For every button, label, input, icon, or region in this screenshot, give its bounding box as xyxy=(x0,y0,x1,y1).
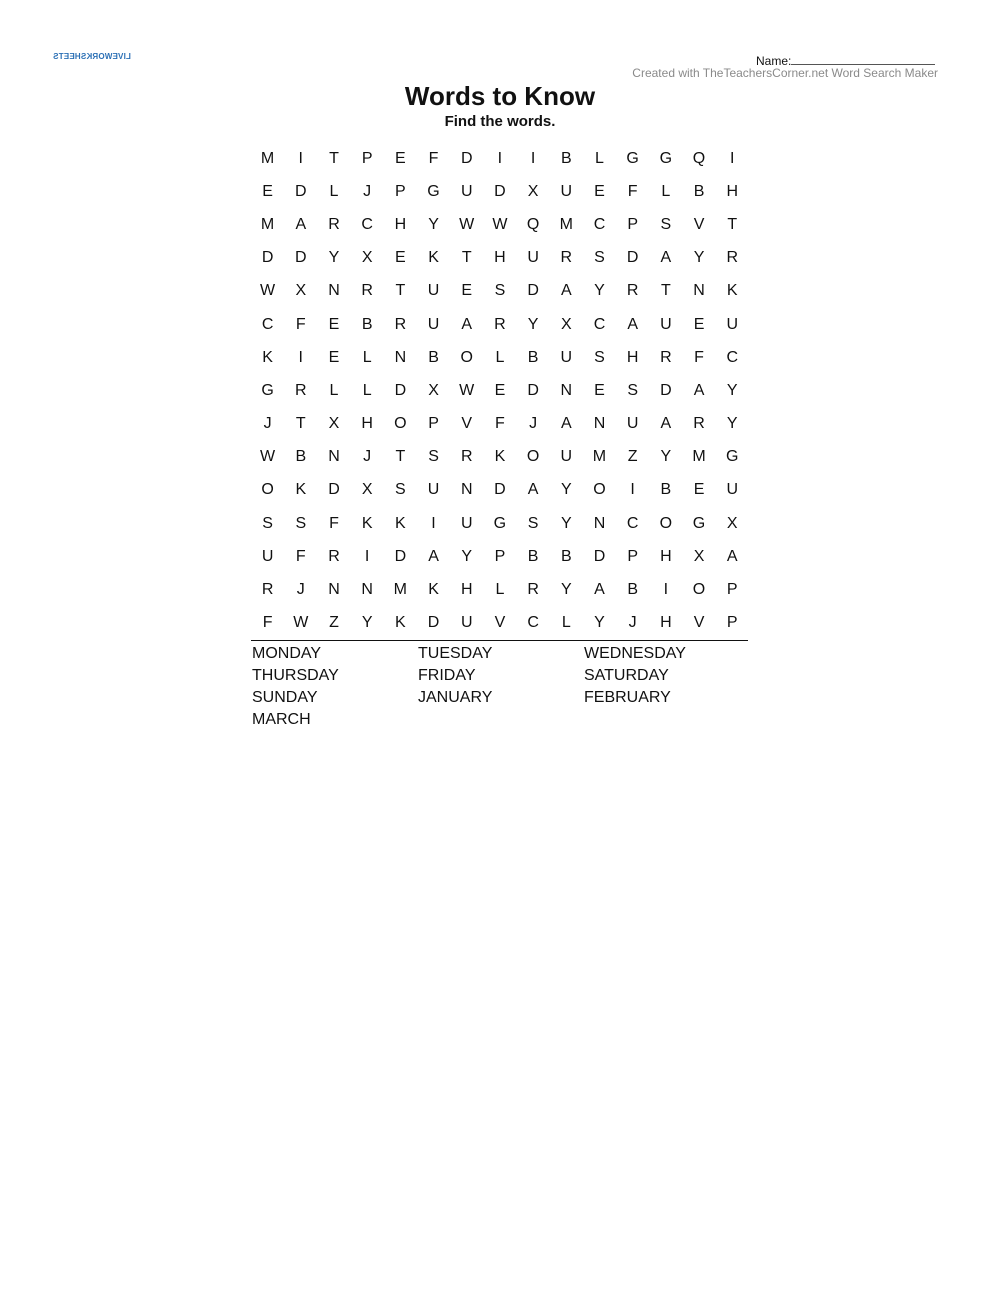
grid-cell[interactable]: D xyxy=(527,282,539,300)
grid-cell[interactable]: P xyxy=(395,182,406,200)
grid-cell[interactable]: D xyxy=(660,381,672,399)
grid-cell[interactable]: R xyxy=(693,415,705,433)
grid-cell[interactable]: N xyxy=(328,282,340,300)
grid-cell[interactable]: G xyxy=(493,514,507,532)
grid-cell[interactable]: T xyxy=(660,282,671,300)
grid-cell[interactable]: W xyxy=(459,381,475,399)
grid-cell[interactable]: A xyxy=(461,315,473,333)
grid-cell[interactable]: X xyxy=(361,249,373,267)
grid-cell[interactable]: A xyxy=(693,381,705,399)
grid-cell[interactable]: E xyxy=(494,381,506,399)
grid-cell[interactable]: Y xyxy=(726,415,738,433)
grid-cell[interactable]: H xyxy=(726,182,738,200)
grid-cell[interactable]: U xyxy=(261,547,274,565)
grid-cell[interactable]: R xyxy=(494,315,506,333)
grid-cell[interactable]: U xyxy=(626,415,639,433)
grid-cell[interactable]: D xyxy=(295,249,307,267)
grid-cell[interactable]: W xyxy=(459,215,475,233)
word-list-item: MONDAY xyxy=(252,645,322,662)
grid-cell[interactable]: R xyxy=(560,249,573,267)
grid-cell[interactable]: J xyxy=(363,182,372,200)
grid-cell[interactable]: C xyxy=(527,614,539,632)
word-list-item: WEDNESDAY xyxy=(584,645,686,662)
grid-cell[interactable]: P xyxy=(627,215,638,233)
name-blank-line[interactable] xyxy=(791,52,935,65)
grid-cell[interactable]: L xyxy=(561,614,571,632)
grid-cell[interactable]: H xyxy=(626,348,639,366)
word-list-item: JANUARY xyxy=(418,689,493,706)
grid-cell[interactable]: C xyxy=(726,348,738,366)
grid-cell[interactable]: P xyxy=(361,149,373,167)
grid-cell[interactable]: C xyxy=(261,315,274,333)
grid-cell[interactable]: E xyxy=(693,481,705,499)
grid-cell[interactable]: M xyxy=(393,581,407,599)
grid-cell[interactable]: M xyxy=(559,215,573,233)
grid-cell[interactable]: R xyxy=(361,282,373,300)
grid-cell[interactable]: B xyxy=(560,547,572,565)
grid-cell[interactable]: S xyxy=(594,249,605,267)
grid-cell[interactable]: T xyxy=(295,415,306,433)
grid-cell[interactable]: E xyxy=(594,381,605,399)
grid-cell[interactable]: Q xyxy=(526,215,540,233)
grid-cell[interactable]: C xyxy=(361,215,373,233)
grid-cell[interactable]: E xyxy=(328,348,340,366)
grid-cell[interactable]: Y xyxy=(527,315,539,333)
grid-cell[interactable]: S xyxy=(262,514,273,532)
grid-cell[interactable]: H xyxy=(361,415,373,433)
grid-cell[interactable]: F xyxy=(495,415,505,433)
grid-cell[interactable]: U xyxy=(460,614,473,632)
grid-cell[interactable]: U xyxy=(460,514,473,532)
grid-cell[interactable]: A xyxy=(428,547,439,565)
grid-cell[interactable]: Z xyxy=(627,448,638,466)
grid-cell[interactable]: D xyxy=(427,614,440,632)
grid-cell[interactable]: P xyxy=(428,415,439,433)
grid-cell[interactable]: X xyxy=(726,514,738,532)
grid-cell[interactable]: I xyxy=(630,481,635,499)
grid-cell[interactable]: L xyxy=(329,381,339,399)
grid-cell[interactable]: R xyxy=(328,215,340,233)
grid-cell[interactable]: D xyxy=(261,249,274,267)
grid-cell[interactable]: G xyxy=(261,381,274,399)
grid-cell[interactable]: U xyxy=(560,348,573,366)
grid-cell[interactable]: J xyxy=(628,614,637,632)
grid-cell[interactable]: N xyxy=(328,581,340,599)
grid-cell[interactable]: Y xyxy=(328,249,340,267)
grid-cell[interactable]: S xyxy=(627,381,638,399)
grid-cell[interactable]: N xyxy=(593,415,606,433)
grid-cell[interactable]: Y xyxy=(461,547,473,565)
grid-cell[interactable]: D xyxy=(394,381,407,399)
liveworksheets-logo: LIVEWORKSHEETS xyxy=(53,52,131,61)
grid-cell[interactable]: A xyxy=(660,415,672,433)
grid-cell[interactable]: J xyxy=(529,415,538,433)
grid-cell[interactable]: A xyxy=(560,415,572,433)
grid-cell[interactable]: L xyxy=(495,348,505,366)
grid-cell[interactable]: E xyxy=(262,182,273,200)
grid-cell[interactable]: E xyxy=(594,182,605,200)
grid-cell[interactable]: O xyxy=(692,581,706,599)
grid-cell[interactable]: F xyxy=(295,315,306,333)
grid-cell[interactable]: O xyxy=(593,481,606,499)
grid-cell[interactable]: P xyxy=(494,547,506,565)
grid-cell[interactable]: S xyxy=(594,348,605,366)
grid-cell[interactable]: S xyxy=(527,514,539,532)
grid-cell[interactable]: U xyxy=(427,315,440,333)
grid-cell[interactable]: Y xyxy=(660,448,672,466)
word-list-item: SATURDAY xyxy=(584,667,669,684)
grid-cell[interactable]: R xyxy=(527,581,539,599)
grid-cell[interactable]: D xyxy=(593,547,606,565)
grid-cell[interactable]: A xyxy=(295,215,307,233)
grid-cell[interactable]: J xyxy=(296,581,305,599)
word-list-item: TUESDAY xyxy=(418,645,493,662)
grid-cell[interactable]: R xyxy=(460,448,473,466)
grid-cell[interactable]: B xyxy=(527,547,539,565)
grid-cell[interactable]: L xyxy=(595,149,604,167)
grid-cell[interactable]: S xyxy=(428,448,439,466)
word-search-grid xyxy=(251,142,748,641)
grid-cell[interactable]: U xyxy=(726,481,738,499)
grid-cell[interactable]: N xyxy=(460,481,473,499)
grid-cell[interactable]: M xyxy=(260,149,275,167)
grid-cell[interactable]: K xyxy=(295,481,307,499)
grid-cell[interactable]: Y xyxy=(560,581,572,599)
grid-cell[interactable]: S xyxy=(660,215,672,233)
grid-cell[interactable]: T xyxy=(461,249,472,267)
grid-cell[interactable]: U xyxy=(460,182,473,200)
grid-cell[interactable]: P xyxy=(726,581,738,599)
grid-cell[interactable]: Y xyxy=(560,481,572,499)
grid-cell[interactable]: B xyxy=(560,149,572,167)
grid-cell[interactable]: A xyxy=(527,481,539,499)
grid-cell[interactable]: P xyxy=(627,547,638,565)
grid-cell[interactable]: X xyxy=(527,182,539,200)
grid-cell[interactable]: V xyxy=(693,614,705,632)
grid-cell[interactable]: E xyxy=(461,282,473,300)
grid-cell[interactable]: Y xyxy=(428,215,439,233)
grid-cell[interactable]: N xyxy=(394,348,407,366)
grid-cell[interactable]: A xyxy=(594,581,605,599)
grid-cell[interactable]: K xyxy=(395,614,406,632)
grid-cell[interactable]: F xyxy=(428,149,439,167)
grid-cell[interactable]: B xyxy=(295,448,307,466)
grid-cell[interactable]: W xyxy=(260,448,276,466)
grid-cell[interactable]: E xyxy=(395,149,406,167)
grid-cell[interactable]: L xyxy=(362,381,372,399)
grid-cell[interactable]: V xyxy=(693,215,705,233)
grid-cell[interactable]: U xyxy=(427,282,440,300)
grid-cell[interactable]: N xyxy=(693,282,705,300)
grid-cell[interactable]: A xyxy=(726,547,738,565)
grid-cell[interactable]: D xyxy=(626,249,639,267)
grid-cell[interactable]: R xyxy=(660,348,672,366)
grid-cell[interactable]: J xyxy=(363,448,372,466)
grid-cell[interactable]: U xyxy=(726,315,738,333)
grid-cell[interactable]: D xyxy=(494,182,506,200)
grid-cell[interactable]: Y xyxy=(594,614,605,632)
grid-cell[interactable]: V xyxy=(461,415,473,433)
grid-cell[interactable]: K xyxy=(262,348,273,366)
grid-cell[interactable]: X xyxy=(328,415,340,433)
grid-cell[interactable]: O xyxy=(526,448,540,466)
grid-cell[interactable]: J xyxy=(263,415,272,433)
grid-cell[interactable]: F xyxy=(295,547,306,565)
grid-cell[interactable]: S xyxy=(395,481,406,499)
grid-cell[interactable]: E xyxy=(395,249,406,267)
grid-cell[interactable]: I xyxy=(364,547,370,565)
grid-cell[interactable]: U xyxy=(560,182,573,200)
grid-cell[interactable]: F xyxy=(262,614,273,632)
grid-cell[interactable]: R xyxy=(261,581,274,599)
grid-cell[interactable]: H xyxy=(460,581,473,599)
grid-cell[interactable]: U xyxy=(427,481,440,499)
grid-cell[interactable]: R xyxy=(328,547,340,565)
grid-cell[interactable]: H xyxy=(394,215,407,233)
word-list-item: FRIDAY xyxy=(418,667,476,684)
grid-cell[interactable]: K xyxy=(361,514,373,532)
grid-cell[interactable]: M xyxy=(592,448,607,466)
grid-cell[interactable]: B xyxy=(627,581,638,599)
grid-cell[interactable]: N xyxy=(560,381,573,399)
word-list-item: THURSDAY xyxy=(252,667,339,684)
grid-cell[interactable]: H xyxy=(494,249,506,267)
grid-cell[interactable]: I xyxy=(497,149,503,167)
grid-cell[interactable]: X xyxy=(361,481,373,499)
grid-cell[interactable]: W xyxy=(492,215,508,233)
grid-cell[interactable]: L xyxy=(362,348,372,366)
grid-cell[interactable]: N xyxy=(328,448,340,466)
grid-cell[interactable]: T xyxy=(395,448,406,466)
grid-cell[interactable]: N xyxy=(593,514,606,532)
grid-cell[interactable]: V xyxy=(494,614,506,632)
grid-cell[interactable]: G xyxy=(427,182,440,200)
grid-cell[interactable]: O xyxy=(394,415,407,433)
grid-cell[interactable]: D xyxy=(527,381,539,399)
word-list-item: MARCH xyxy=(252,711,311,728)
grid-cell[interactable]: R xyxy=(295,381,307,399)
grid-cell[interactable]: E xyxy=(693,315,705,333)
grid-cell[interactable]: X xyxy=(428,381,439,399)
grid-cell[interactable]: R xyxy=(726,249,738,267)
grid-cell[interactable]: C xyxy=(593,215,606,233)
grid-cell[interactable]: O xyxy=(460,348,473,366)
grid-cell[interactable]: L xyxy=(495,581,505,599)
grid-cell[interactable]: T xyxy=(329,149,339,167)
grid-cell[interactable]: F xyxy=(627,182,638,200)
grid-cell[interactable]: N xyxy=(361,581,373,599)
page-subtitle: Find the words. xyxy=(444,113,556,130)
grid-cell[interactable]: S xyxy=(295,514,307,532)
grid-cell[interactable]: A xyxy=(627,315,638,333)
grid-cell[interactable]: Y xyxy=(726,381,738,399)
grid-cell[interactable]: F xyxy=(329,514,339,532)
grid-cell[interactable]: G xyxy=(659,149,673,167)
grid-cell[interactable]: A xyxy=(660,249,672,267)
grid-cell[interactable]: M xyxy=(692,448,706,466)
grid-cell[interactable]: G xyxy=(692,514,706,532)
grid-cell[interactable]: Y xyxy=(361,614,373,632)
grid-cell[interactable]: Y xyxy=(594,282,605,300)
grid-cell[interactable]: U xyxy=(660,315,672,333)
grid-cell[interactable]: D xyxy=(328,481,340,499)
grid-cell[interactable]: B xyxy=(361,315,373,333)
grid-cell[interactable]: D xyxy=(460,149,473,167)
grid-cell[interactable]: B xyxy=(660,481,672,499)
grid-cell[interactable]: B xyxy=(693,182,705,200)
grid-cell[interactable]: K xyxy=(395,514,406,532)
grid-cell[interactable]: C xyxy=(626,514,639,532)
grid-cell[interactable]: T xyxy=(395,282,406,300)
grid-cell[interactable]: R xyxy=(626,282,639,300)
grid-cell[interactable]: D xyxy=(394,547,407,565)
page-title: Words to Know xyxy=(404,81,596,111)
grid-cell[interactable]: P xyxy=(726,614,738,632)
grid-cell[interactable]: X xyxy=(693,547,705,565)
grid-cell[interactable]: W xyxy=(260,282,276,300)
grid-cell[interactable]: L xyxy=(661,182,671,200)
grid-cell[interactable]: I xyxy=(298,348,303,366)
grid-cell[interactable]: D xyxy=(295,182,307,200)
grid-cell[interactable]: I xyxy=(663,581,669,599)
grid-cell[interactable]: Q xyxy=(692,149,706,167)
grid-cell[interactable]: K xyxy=(494,448,506,466)
grid-cell[interactable]: K xyxy=(428,249,439,267)
grid-cell[interactable]: K xyxy=(428,581,439,599)
word-list-item: SUNDAY xyxy=(252,689,318,706)
word-list xyxy=(252,644,752,732)
word-list-item: FEBRUARY xyxy=(584,689,671,706)
grid-cell[interactable]: C xyxy=(593,315,606,333)
grid-cell[interactable]: Z xyxy=(329,614,339,632)
grid-cell[interactable]: I xyxy=(298,149,303,167)
grid-cell[interactable]: H xyxy=(660,547,672,565)
grid-cell[interactable]: B xyxy=(527,348,539,366)
grid-cell[interactable]: Y xyxy=(560,514,572,532)
grid-cell[interactable]: A xyxy=(560,282,572,300)
grid-cell[interactable]: U xyxy=(527,249,539,267)
grid-cell[interactable]: G xyxy=(626,149,639,167)
grid-cell[interactable]: I xyxy=(530,149,536,167)
grid-cell[interactable]: K xyxy=(726,282,738,300)
grid-cell[interactable]: X xyxy=(560,315,572,333)
grid-cell[interactable]: T xyxy=(727,215,738,233)
grid-cell[interactable]: R xyxy=(394,315,407,333)
grid-cell[interactable]: I xyxy=(431,514,436,532)
grid-cell[interactable]: D xyxy=(494,481,506,499)
grid-cell[interactable]: O xyxy=(659,514,673,532)
grid-cell[interactable]: W xyxy=(293,614,309,632)
grid-cell[interactable]: Y xyxy=(693,249,705,267)
grid-cell[interactable]: I xyxy=(729,149,735,167)
grid-cell[interactable]: X xyxy=(295,282,307,300)
grid-cell[interactable]: G xyxy=(725,448,739,466)
name-label: Name: xyxy=(756,54,792,68)
credit-text: Created with TheTeachersCorner.net Word Search Maker xyxy=(632,66,938,80)
grid-cell[interactable]: E xyxy=(328,315,340,333)
grid-cell[interactable]: F xyxy=(694,348,704,366)
grid-cell[interactable]: O xyxy=(261,481,274,499)
grid-cell[interactable]: U xyxy=(560,448,573,466)
grid-cell[interactable]: S xyxy=(494,282,506,300)
grid-cell[interactable]: M xyxy=(260,215,275,233)
grid-cell[interactable]: L xyxy=(329,182,339,200)
grid-cell[interactable]: H xyxy=(660,614,672,632)
grid-cell[interactable]: B xyxy=(428,348,439,366)
